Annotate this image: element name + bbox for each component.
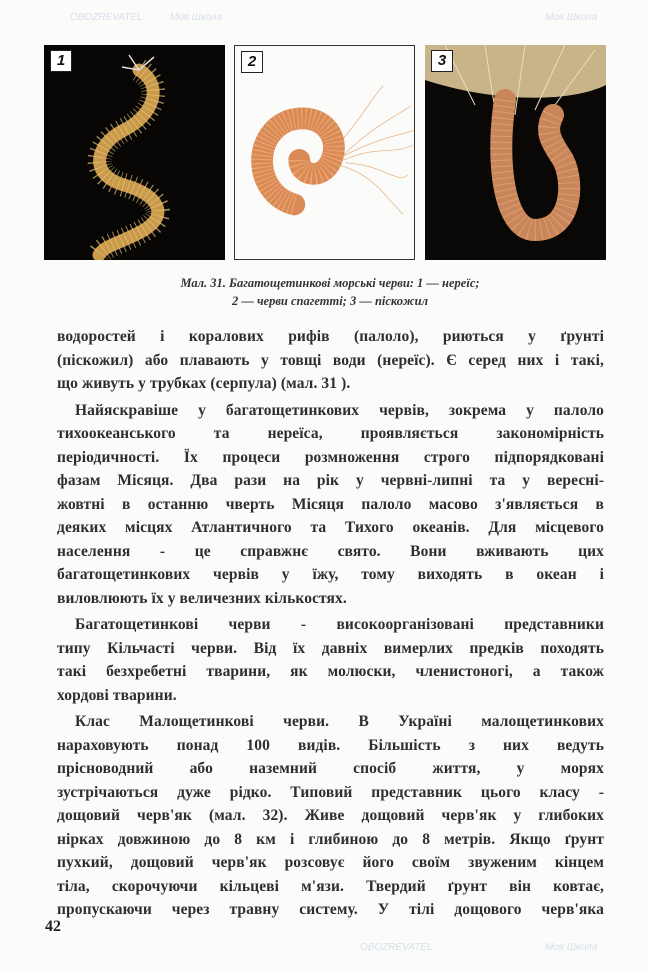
text-line: виловлюють їх у величезних кількостях. [57, 589, 347, 607]
text-line: дощовий черв'як (мал. 32). Живе дощовий черв'як у глибоких [57, 807, 604, 824]
text-line: населення - це справжнє свято. Вони вживають цих [57, 542, 604, 560]
text-line: деяких місцях Атлантичного та Тихого океанів. Для місцевого [57, 519, 604, 536]
text-line: хордові тварини. [57, 686, 177, 704]
text-line: нірках довжиною до 8 км і глибиною до 8 метрів. Якщо ґрунт [57, 830, 604, 848]
page-number: 42 [45, 918, 61, 935]
text-line: тіла, скорочуючи кільцеві м'язи. Твердий ґрунт він ковтає, [57, 877, 604, 895]
text-line: водоростей і коралових рифів (палоло), риються у ґрунті [57, 328, 604, 345]
text-line: що живуть у трубках (серпула) (мал. 31 ). [57, 375, 351, 392]
figure-panel-2-spaghetti-worm [234, 45, 415, 260]
watermark: Моя Школа [545, 942, 598, 953]
watermark: Моя Школа [170, 12, 223, 23]
panel-number: 2 [241, 51, 263, 73]
figure-panel-1-nereis [44, 45, 225, 260]
text-line: пухкий, дощовий черв'як розсовує його своїм звуженим кінцем [57, 854, 604, 871]
text-line: зустрічаються дуже рідко. Типовий представник цього класу - [57, 783, 604, 801]
text-line: пропускаючи через травну систему. У тілі дощового черв'яка [57, 901, 604, 918]
text-line: такі безхребетні тварини, як молюски, членистоногі, а також [57, 663, 604, 680]
figure-panel-3-lugworm [425, 45, 606, 260]
text-line: нараховують понад 100 видів. Більшість з них ведуть [57, 736, 604, 754]
text-line: Клас Малощетинкові черви. В Україні малощетинкових [75, 713, 604, 730]
figure-caption [60, 274, 600, 310]
text-line: періодичності. Їх процеси розмноження строго підпорядковані [57, 448, 604, 466]
spaghetti-worm-image [235, 46, 414, 259]
text-line: типу Кільчасті черви. Від їх давніх вимерлих предків походять [57, 639, 604, 657]
text-line: тихоокеанського та нереїса, проявляється закономірність [57, 425, 604, 442]
text-line: Найяскравіше у багатощетинкових червів, зокрема у палоло [75, 401, 604, 419]
caption-line-2: 2 — черви спагетті; 3 — піскожил [231, 294, 428, 308]
text-line: Багатощетинкові черви - високоорганізовані представники [75, 616, 604, 633]
panel-number: 1 [50, 50, 72, 72]
text-line: прісноводний або наземний спосіб життя, у морях [57, 760, 604, 777]
watermark: OBOZREVATEL [70, 12, 143, 23]
text-line: жовтні в останню чверть Місяця палоло масово з'являється в [57, 495, 604, 513]
panel-number: 3 [431, 50, 453, 72]
text-line: фазам Місяця. Два рази на рік у червні-липні та у вересні- [57, 472, 604, 489]
watermark: Моя Школа [545, 12, 598, 23]
text-line: (піскожил) або плавають у товщі води (нереїс). Є серед них і такі, [57, 351, 604, 369]
lugworm-image [425, 45, 606, 260]
watermark: OBOZREVATEL [360, 942, 433, 953]
text-line: багатощетинкових червів у їжу, тому виходять в океан і [57, 566, 604, 583]
nereis-image [44, 45, 225, 260]
body-text [57, 325, 604, 922]
caption-line-1: Мал. 31. Багатощетинкові морські черви: 1 — нереїс; [180, 276, 480, 290]
